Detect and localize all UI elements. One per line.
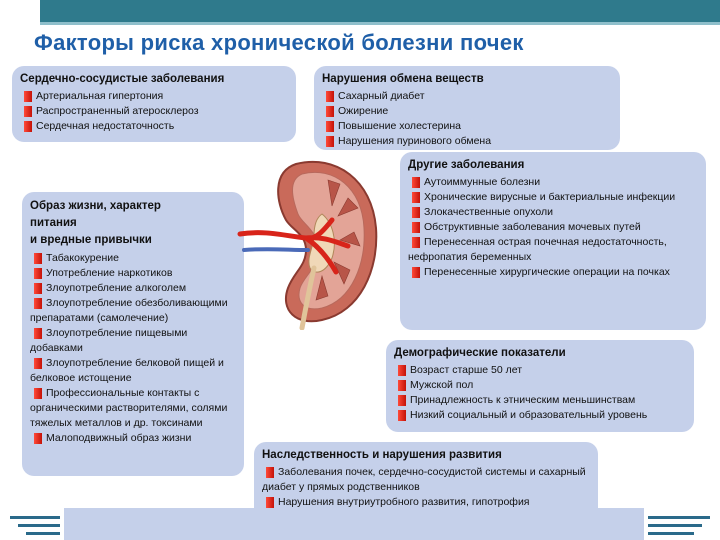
footer-panel bbox=[64, 508, 644, 540]
lifestyle-box bbox=[22, 192, 244, 476]
list-item: Нарушения пуринового обмена bbox=[322, 134, 612, 149]
page-title: Факторы риска хронической болезни почек bbox=[34, 30, 524, 55]
list-item: Низкий социальный и образовательный уровень bbox=[394, 408, 686, 423]
footer-stripe bbox=[648, 516, 710, 519]
list-item: Нарушения внутриутробного развития, гипотрофия bbox=[262, 495, 590, 510]
footer-stripe bbox=[648, 532, 694, 535]
footer-stripe bbox=[18, 524, 60, 527]
list-item: Злоупотребление алкоголем bbox=[30, 281, 236, 296]
list-item: Злоупотребление обезболивающими препаратами (самолечение) bbox=[30, 296, 236, 326]
lifestyle-heading-line: Образ жизни, характер bbox=[30, 200, 161, 212]
lifestyle-heading-line: питания bbox=[30, 217, 77, 229]
list-item: Профессиональные контакты с органическими растворителями, солями тяжелых металлов и др. токсинами bbox=[30, 386, 236, 431]
other-heading: Другие заболевания bbox=[408, 159, 525, 171]
footer-stripe bbox=[26, 532, 60, 535]
lifestyle-heading bbox=[30, 198, 236, 249]
list-item: Повышение холестерина bbox=[322, 119, 612, 134]
list-item: Сахарный диабет bbox=[322, 89, 612, 104]
kidney-illustration bbox=[236, 150, 386, 330]
list-item: Употребление наркотиков bbox=[30, 266, 236, 281]
list-item: Возраст старше 50 лет bbox=[394, 363, 686, 378]
heredity-heading: Наследственность и нарушения развития bbox=[262, 449, 502, 461]
list-item: Распространенный атеросклероз bbox=[20, 104, 288, 119]
metabolic-box bbox=[314, 66, 620, 150]
list-item: Табакокурение bbox=[30, 251, 236, 266]
demographic-list bbox=[394, 363, 686, 423]
cardio-heading: Сердечно-сосудистые заболевания bbox=[20, 73, 225, 85]
top-banner bbox=[0, 0, 720, 26]
cardio-list bbox=[20, 89, 288, 134]
renal-vein bbox=[244, 249, 308, 250]
demographic-heading: Демографические показатели bbox=[394, 347, 566, 359]
list-item: Хронические вирусные и бактериальные инфекции bbox=[408, 190, 698, 205]
footer-stripe bbox=[10, 516, 60, 519]
top-banner-band bbox=[40, 0, 720, 22]
list-item: Перенесенная острая почечная недостаточность, нефропатия беременных bbox=[408, 235, 698, 265]
metabolic-heading: Нарушения обмена веществ bbox=[322, 73, 484, 85]
other-diseases-box bbox=[400, 152, 706, 330]
list-item: Злокачественные опухоли bbox=[408, 205, 698, 220]
list-item: Сердечная недостаточность bbox=[20, 119, 288, 134]
list-item: Аутоиммунные болезни bbox=[408, 175, 698, 190]
list-item: Злоупотребление белковой пищей и белковое истощение bbox=[30, 356, 236, 386]
cardio-box bbox=[12, 66, 296, 142]
list-item: Перенесенные хирургические операции на почках bbox=[408, 265, 698, 280]
list-item: Принадлежность к этническим меньшинствам bbox=[394, 393, 686, 408]
list-item: Заболевания почек, сердечно-сосудистой системы и сахарный диабет у прямых родственников bbox=[262, 465, 590, 495]
other-list bbox=[408, 175, 698, 280]
lifestyle-heading-line: и вредные привычки bbox=[30, 234, 152, 246]
footer-stripe bbox=[648, 524, 702, 527]
lifestyle-list bbox=[30, 251, 236, 446]
list-item: Злоупотребление пищевыми добавками bbox=[30, 326, 236, 356]
list-item: Малоподвижный образ жизни bbox=[30, 431, 236, 446]
list-item: Обструктивные заболевания мочевых путей bbox=[408, 220, 698, 235]
footer bbox=[0, 508, 720, 540]
demographic-box bbox=[386, 340, 694, 432]
list-item: Мужской пол bbox=[394, 378, 686, 393]
list-item: Артериальная гипертония bbox=[20, 89, 288, 104]
metabolic-list bbox=[322, 89, 612, 149]
list-item: Ожирение bbox=[322, 104, 612, 119]
